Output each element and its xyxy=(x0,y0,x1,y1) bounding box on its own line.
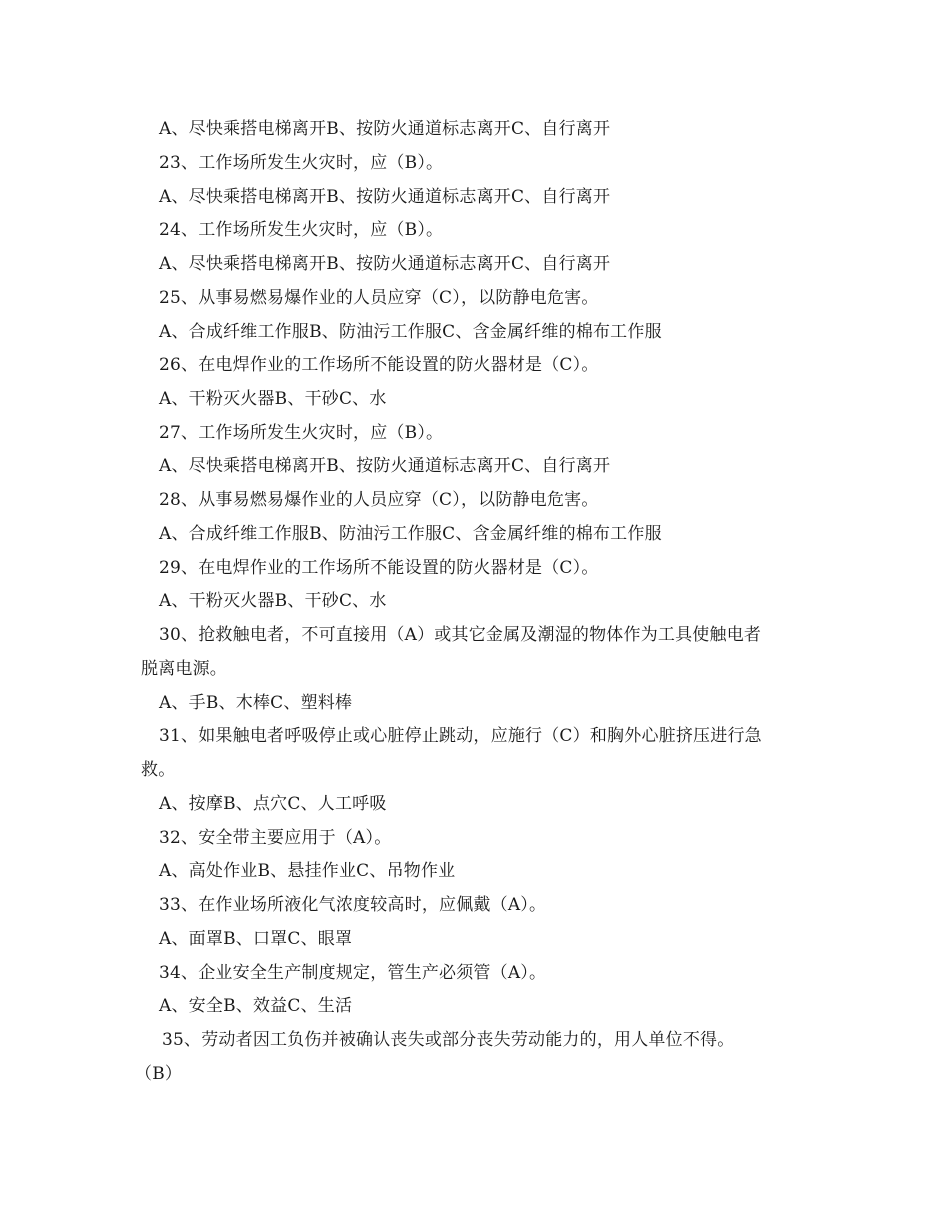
question-line: 30、抢救触电者，不可直接用（A）或其它金属及潮湿的物体作为工具使触电者 xyxy=(159,625,762,645)
option-line: A、按摩B、点穴C、人工呼吸 xyxy=(159,794,387,814)
option-line: A、尽快乘搭电梯离开B、按防火通道标志离开C、自行离开 xyxy=(159,187,611,207)
question-line: 33、在作业场所液化气浓度较高时，应佩戴（A）。 xyxy=(159,895,547,915)
question-line: 34、企业安全生产制度规定，管生产必须管（A）。 xyxy=(159,963,547,983)
question-continuation-line: 救。 xyxy=(141,760,176,780)
question-line: 32、安全带主要应用于（A）。 xyxy=(159,828,392,848)
question-line: 23、工作场所发生火灾时，应（B）。 xyxy=(159,153,444,173)
question-line: 31、如果触电者呼吸停止或心脏停止跳动，应施行（C）和胸外心脏挤压进行急 xyxy=(159,726,762,746)
question-line: 27、工作场所发生火灾时，应（B）。 xyxy=(159,423,444,443)
option-line: A、尽快乘搭电梯离开B、按防火通道标志离开C、自行离开 xyxy=(159,119,611,139)
option-line: A、干粉灭火器B、干砂C、水 xyxy=(159,591,387,611)
option-line: A、高处作业B、悬挂作业C、吊物作业 xyxy=(159,861,456,881)
question-continuation-line: 脱离电源。 xyxy=(141,659,227,679)
question-line: 29、在电焊作业的工作场所不能设置的防火器材是（C）。 xyxy=(159,558,599,578)
option-line: A、合成纤维工作服B、防油污工作服C、含金属纤维的棉布工作服 xyxy=(159,524,662,544)
option-line: A、尽快乘搭电梯离开B、按防火通道标志离开C、自行离开 xyxy=(159,254,611,274)
option-line: A、尽快乘搭电梯离开B、按防火通道标志离开C、自行离开 xyxy=(159,456,611,476)
answer-line: （B） xyxy=(135,1064,183,1084)
question-line: 25、从事易燃易爆作业的人员应穿（C），以防静电危害。 xyxy=(159,288,599,308)
question-line: 26、在电焊作业的工作场所不能设置的防火器材是（C）。 xyxy=(159,355,599,375)
option-line: A、干粉灭火器B、干砂C、水 xyxy=(159,389,387,409)
question-line: 35、劳动者因工负伤并被确认丧失或部分丧失劳动能力的，用人单位不得。 xyxy=(162,1030,735,1050)
option-line: A、安全B、效益C、生活 xyxy=(159,996,353,1016)
question-line: 24、工作场所发生火灾时，应（B）。 xyxy=(159,220,444,240)
option-line: A、手B、木棒C、塑料棒 xyxy=(159,693,353,713)
question-line: 28、从事易燃易爆作业的人员应穿（C），以防静电危害。 xyxy=(159,490,599,510)
option-line: A、面罩B、口罩C、眼罩 xyxy=(159,929,353,949)
option-line: A、合成纤维工作服B、防油污工作服C、含金属纤维的棉布工作服 xyxy=(159,322,662,342)
